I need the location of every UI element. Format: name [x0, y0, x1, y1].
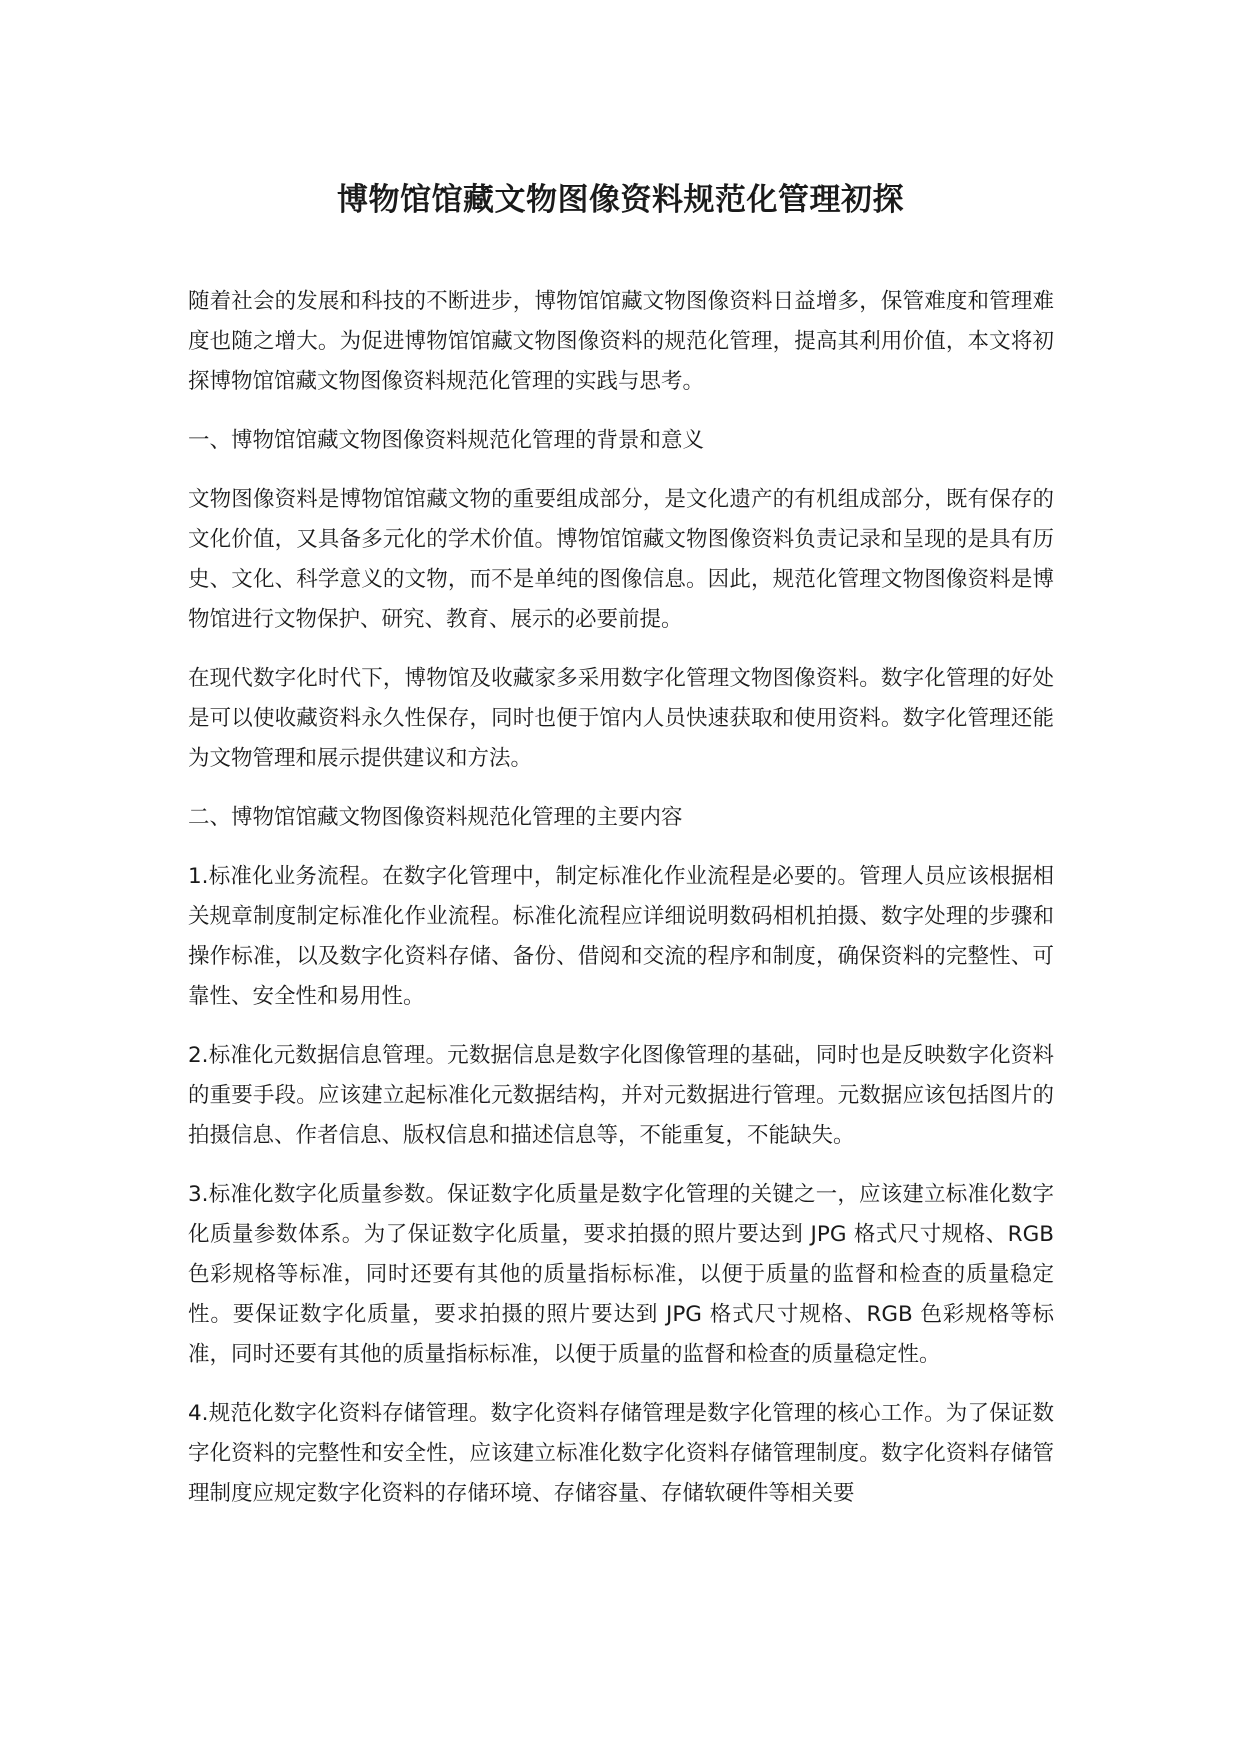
item-4-paragraph: 4.规范化数字化资料存储管理。数字化资料存储管理是数字化管理的核心工作。为了保证数字化资料的完整性和安全性，应该建立标准化数字化资料存储管理制度。数字化资料存储管理制度应规定数字化资料的存储环境、存储容量、存储软硬件等相关要 — [188, 1401, 1054, 1506]
intro-paragraph: 随着社会的发展和科技的不断进步，博物馆馆藏文物图像资料日益增多，保管难度和管理难度也随之增大。为促进博物馆馆藏文物图像资料的规范化管理，提高其利用价值，本文将初探博物馆馆藏文物图像资料规范化管理的实践与思考。 — [188, 289, 1054, 394]
section-1-paragraph-1: 文物图像资料是博物馆馆藏文物的重要组成部分，是文化遗产的有机组成部分，既有保存的文化价值，又具备多元化的学术价值。博物馆馆藏文物图像资料负责记录和呈现的是具有历史、文化、科学意义的文物，而不是单纯的图像信息。因此，规范化管理文物图像资料是博物馆进行文物保护、研究、教育、展示的必要前提。 — [188, 487, 1054, 632]
document-title: 博物馆馆藏文物图像资料规范化管理初探 — [337, 182, 904, 218]
item-2-paragraph: 2.标准化元数据信息管理。元数据信息是数字化图像管理的基础，同时也是反映数字化资料的重要手段。应该建立起标准化元数据结构，并对元数据进行管理。元数据应该包括图片的拍摄信息、作者信息、版权信息和描述信息等，不能重复，不能缺失。 — [188, 1043, 1054, 1148]
item-1-paragraph: 1.标准化业务流程。在数字化管理中，制定标准化作业流程是必要的。管理人员应该根据相关规章制度制定标准化作业流程。标准化流程应详细说明数码相机拍摄、数字处理的步骤和操作标准，以及数字化资料存储、备份、借阅和交流的程序和制度，确保资料的完整性、可靠性、安全性和易用性。 — [188, 864, 1054, 1009]
section-heading-2: 二、博物馆馆藏文物图像资料规范化管理的主要内容 — [188, 805, 683, 830]
section-1-paragraph-2: 在现代数字化时代下，博物馆及收藏家多采用数字化管理文物图像资料。数字化管理的好处是可以使收藏资料永久性保存，同时也便于馆内人员快速获取和使用资料。数字化管理还能为文物管理和展示提供建议和方法。 — [188, 666, 1054, 771]
item-3-paragraph: 3.标准化数字化质量参数。保证数字化质量是数字化管理的关键之一，应该建立标准化数字化质量参数体系。为了保证数字化质量，要求拍摄的照片要达到 JPG 格式尺寸规格、RGB 色彩规格等标准，同时还要有其他的质量指标标准，以便于质量的监督和检查的质量稳定性。要保证数字化质量，要求拍摄的照片要达到 JPG 格式尺寸规格、RGB 色彩规格等标准，同时还要有其他的质量指标标准，以便于质量的监督和检查的质量稳定性。 — [188, 1182, 1054, 1367]
section-heading-1: 一、博物馆馆藏文物图像资料规范化管理的背景和意义 — [188, 428, 705, 453]
document-body — [188, 282, 1054, 1533]
